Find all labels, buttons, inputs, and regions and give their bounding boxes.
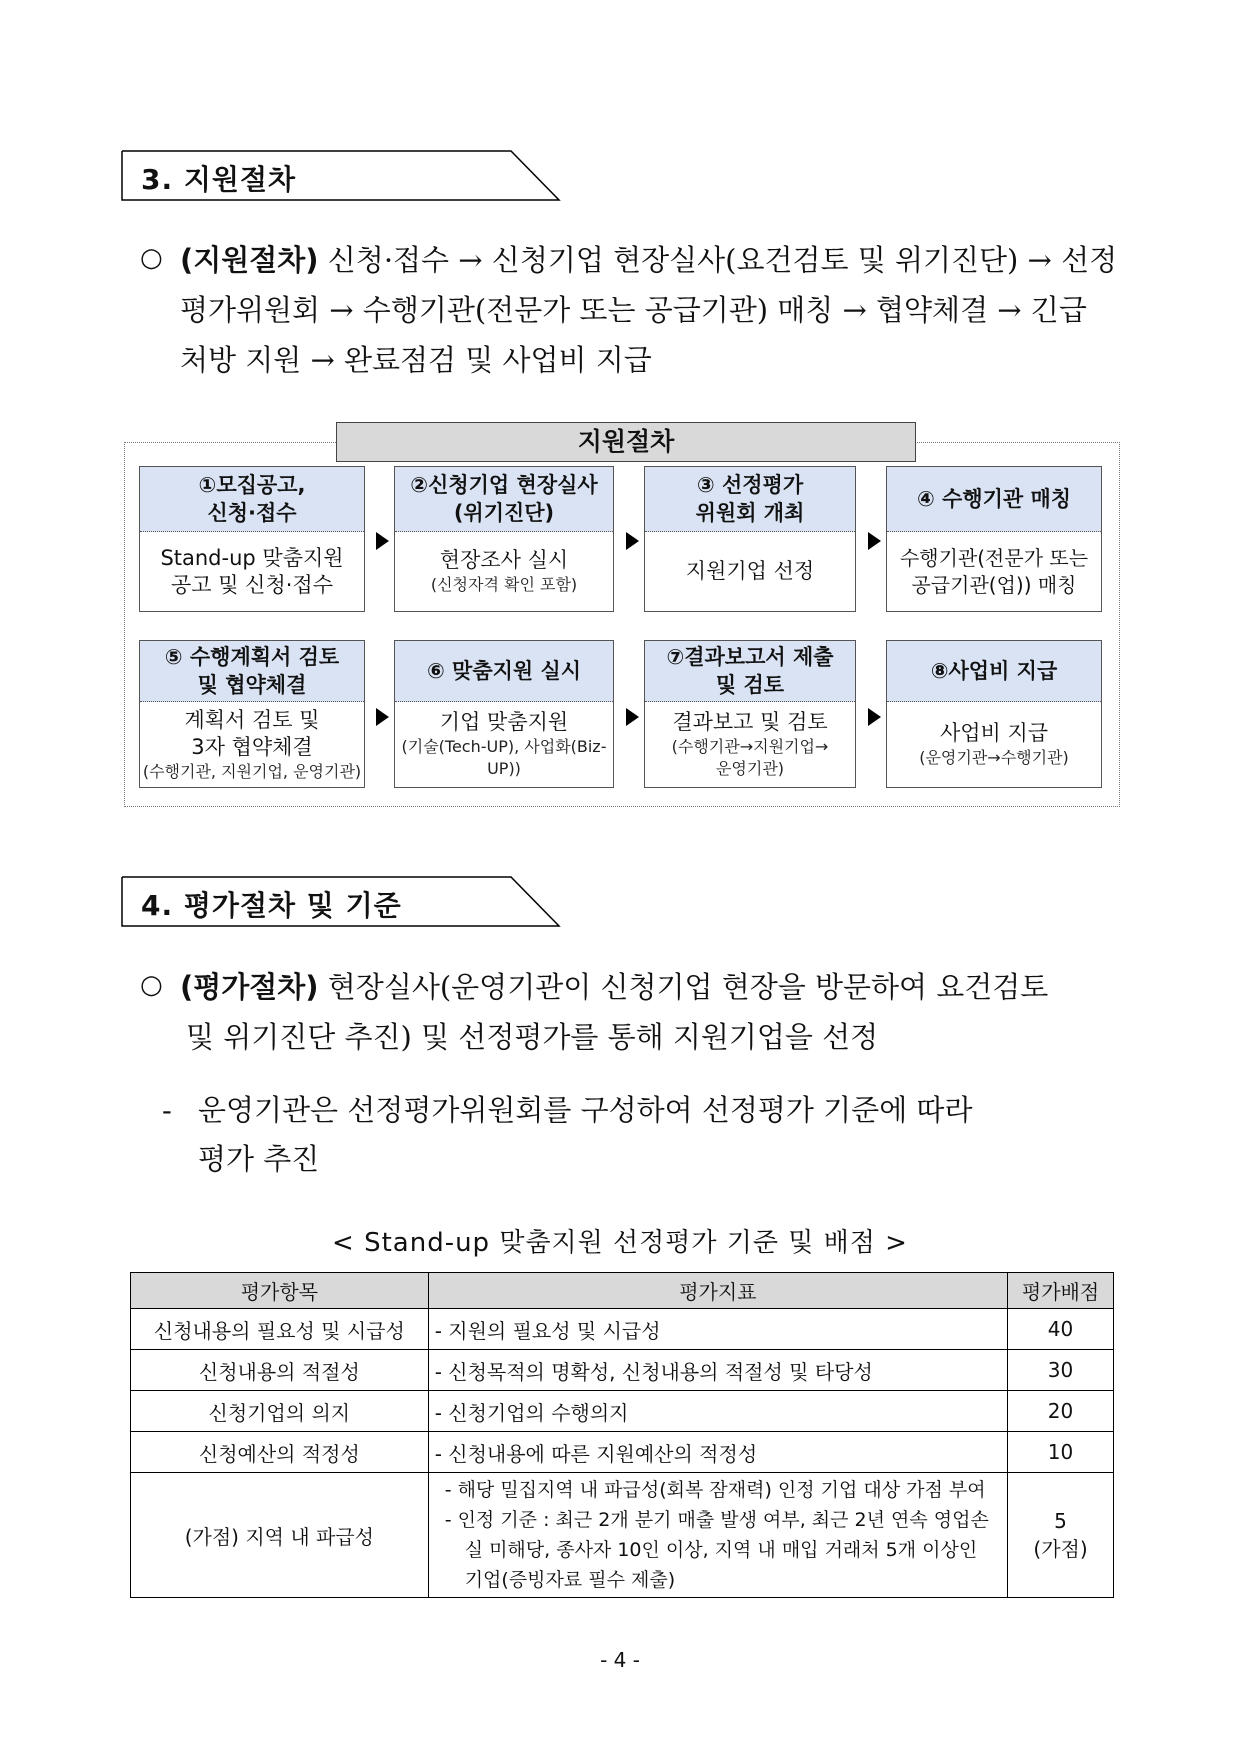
step-8-body-note: (운영기관→수행기관) [919, 748, 1069, 767]
step-2-header: ②신청기업 현장실사 (위기진단) [395, 467, 613, 532]
indicator-cell [428, 1473, 1007, 1598]
arrow-right-icon [868, 532, 881, 550]
lead-label: (지원절차) [180, 243, 319, 277]
step-2-body [395, 532, 613, 611]
section-4-title: 4. 평가절차 및 기준 [141, 889, 402, 922]
score-cell: 10 [1008, 1432, 1114, 1473]
arrow-right-icon [626, 532, 639, 550]
score-cell: 40 [1008, 1309, 1114, 1350]
step-4-body-text: 수행기관(전문가 또는 공급기관(업)) 매칭 [899, 545, 1089, 597]
bullet-circle: ○ [140, 970, 163, 1000]
step-1-header: ①모집공고, 신청·접수 [140, 467, 364, 532]
indicator-cell: - 신청내용에 따른 지원예산의 적정성 [428, 1432, 1007, 1473]
step-8-body-text: 사업비 지급 [939, 721, 1049, 745]
step-5-body-text: 계획서 검토 및 3자 협약체결 [184, 707, 320, 759]
step-3-body-text: 지원기업 선정 [685, 559, 815, 583]
step-5-header: ⑤ 수행계획서 검토 및 협약체결 [140, 641, 364, 702]
step-1-body-text: Stand-up 맞춤지원 공고 및 신청·접수 [160, 545, 344, 597]
step-6-body-text: 기업 맞춤지원 [439, 710, 569, 734]
item-cell: 신청예산의 적정성 [131, 1432, 429, 1473]
score-cell: 30 [1008, 1350, 1114, 1391]
step-3-body [645, 532, 855, 611]
indicator-cell: - 신청기업의 수행의지 [428, 1391, 1007, 1432]
score-cell [1008, 1473, 1114, 1598]
item-cell: (가점) 지역 내 파급성 [131, 1473, 429, 1598]
step-8-box [886, 640, 1102, 788]
section-3-paragraph [140, 235, 1120, 395]
bonus-score-note: (가점) [1033, 1536, 1088, 1561]
table-row [131, 1391, 1114, 1432]
arrow-right-icon [376, 708, 389, 726]
sub-paragraph-line-2: 평가 추진 [198, 1142, 320, 1176]
section-3-header [121, 150, 561, 202]
sub-paragraph-line-1: 운영기관은 선정평가위원회를 구성하여 선정평가 기준에 따라 [198, 1093, 973, 1127]
column-header: 평가배점 [1008, 1273, 1114, 1309]
indicator-line: - 인정 기준 : 최근 2개 분기 매출 발생 여부, 최근 2년 연속 영업손실 미해당, 종사자 10인 이상, 지역 내 매입 거래처 5개 이상인 기업(증빙자료 필수 제출) [444, 1509, 989, 1591]
section-4-paragraph [140, 962, 1120, 1182]
evaluation-criteria-table [130, 1272, 1114, 1598]
table-row [131, 1432, 1114, 1473]
indicator-line: - 해당 밀집지역 내 파급성(회복 잠재력) 인정 기업 대상 가점 부여 [444, 1479, 986, 1501]
paragraph-line-1: 현장실사(운영기관이 신청기업 현장을 방문하여 요건검토 [318, 970, 1049, 1004]
step-6-body-note: (기술(Tech-UP), 사업화(Biz-UP)) [401, 737, 607, 778]
arrow-right-icon [868, 708, 881, 726]
step-7-body [645, 702, 855, 787]
step-8-header: ⑧사업비 지급 [887, 641, 1101, 702]
step-3-header: ③ 선정평가 위원회 개최 [645, 467, 855, 532]
table-row [131, 1309, 1114, 1350]
lead-label: (평가절차) [180, 970, 319, 1004]
score-cell: 20 [1008, 1391, 1114, 1432]
column-header: 평가항목 [131, 1273, 429, 1309]
step-5-body-note: (수행기관, 지원기업, 운영기관) [142, 761, 362, 781]
step-1-body [140, 532, 364, 611]
step-2-body-text: 현장조사 실시 [439, 548, 569, 572]
step-1-box [139, 466, 365, 612]
paragraph-line-1: 신청·접수 → 신청기업 현장실사(요건검토 및 위기진단) → 선정 [318, 243, 1118, 277]
step-6-box [394, 640, 614, 788]
item-cell: 신청내용의 적절성 [131, 1350, 429, 1391]
step-7-box [644, 640, 856, 788]
paragraph-line-2: 및 위기진단 추진) 및 선정평가를 통해 지원기업을 선정 [186, 1020, 879, 1054]
step-2-body-note: (신청자격 확인 포함) [430, 575, 578, 594]
indicator-cell: - 신청목적의 명확성, 신청내용의 적절성 및 타당성 [428, 1350, 1007, 1391]
procedure-diagram-title: 지원절차 [336, 422, 916, 462]
step-8-body [887, 702, 1101, 787]
item-cell: 신청내용의 필요성 및 시급성 [131, 1309, 429, 1350]
step-7-body-note: (수행기관→지원기업→ 운영기관) [671, 737, 829, 778]
section-4-header [121, 876, 561, 928]
step-5-box [139, 640, 365, 788]
arrow-right-icon [626, 708, 639, 726]
column-header: 평가지표 [428, 1273, 1007, 1309]
indicator-cell: - 지원의 필요성 및 시급성 [428, 1309, 1007, 1350]
paragraph-line-2: 평가위원회 → 수행기관(전문가 또는 공급기관) 매칭 → 협약체결 → 긴급 [180, 293, 1087, 327]
step-7-header: ⑦결과보고서 제출 및 검토 [645, 641, 855, 702]
step-4-box [886, 466, 1102, 612]
bullet-circle: ○ [140, 243, 163, 273]
bonus-score: 5 [1054, 1508, 1067, 1533]
table-row-bonus [131, 1473, 1114, 1598]
page-number: - 4 - [600, 1648, 640, 1672]
step-6-header: ⑥ 맞춤지원 실시 [395, 641, 613, 702]
item-cell: 신청기업의 의지 [131, 1391, 429, 1432]
arrow-right-icon [376, 532, 389, 550]
step-4-body [887, 532, 1101, 611]
step-3-box [644, 466, 856, 612]
step-4-header: ④ 수행기관 매칭 [887, 467, 1101, 532]
table-header-row [131, 1273, 1114, 1309]
section-3-title: 3. 지원절차 [141, 163, 297, 196]
step-5-body [140, 702, 364, 787]
step-2-box [394, 466, 614, 612]
paragraph-line-3: 처방 지원 → 완료점검 및 사업비 지급 [180, 343, 652, 377]
step-6-body [395, 702, 613, 787]
dash-marker: - [162, 1093, 172, 1127]
table-row [131, 1350, 1114, 1391]
table-caption: < Stand-up 맞춤지원 선정평가 기준 및 배점 > [332, 1228, 908, 1258]
step-7-body-text: 결과보고 및 검토 [672, 710, 828, 734]
